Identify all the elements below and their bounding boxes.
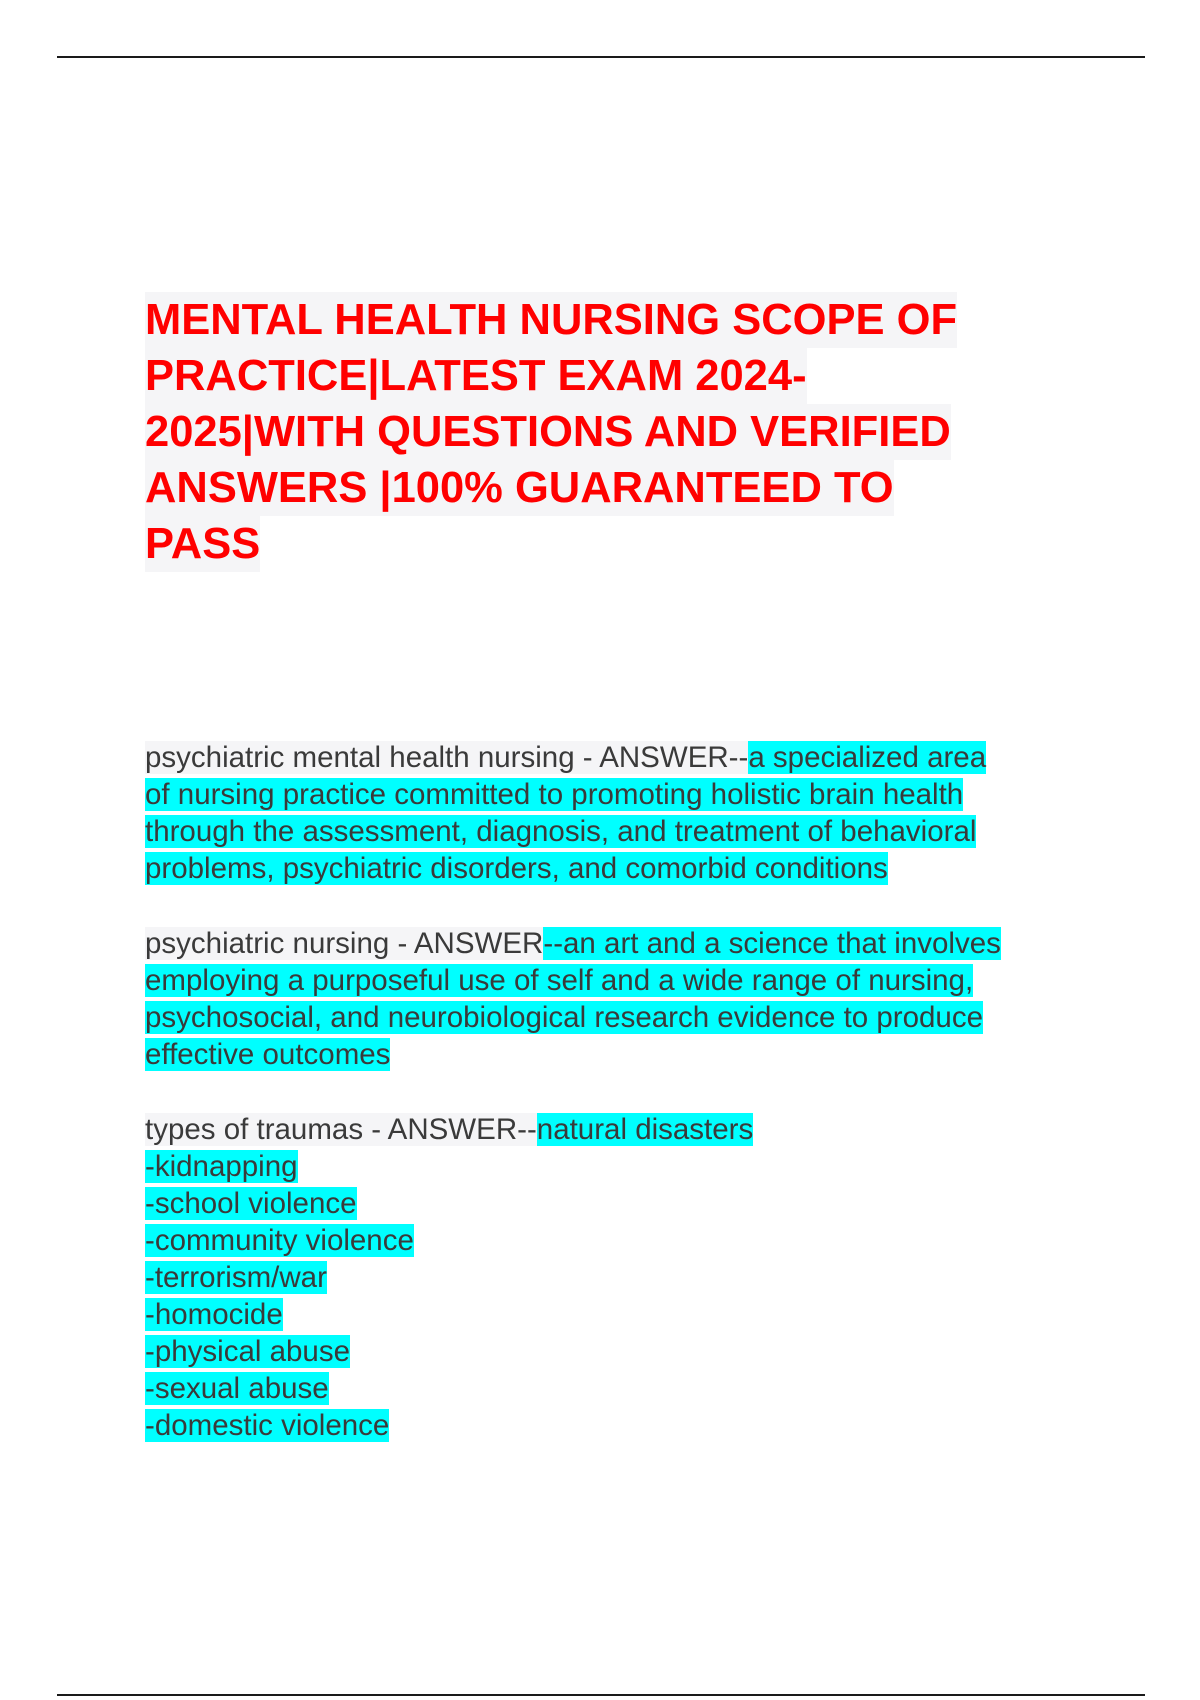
qa-line [145,999,983,1036]
qa-line [145,962,973,999]
trauma-list-item [145,1407,389,1444]
document-title [145,292,1085,572]
qa-line [145,813,976,850]
answer-text: -school violence [145,1187,357,1220]
answer-text: effective outcomes [145,1038,391,1071]
title-line: 2025|WITH QUESTIONS AND VERIFIED [145,404,951,460]
answer-text: a specialized area [748,741,987,774]
question-term: psychiatric mental health nursing - ANSWER-- [145,741,749,774]
top-rule [57,56,1145,58]
title-line: PASS [145,516,260,572]
answer-text: employing a purposeful use of self and a wide range of nursing, [145,964,974,997]
title-line: PRACTICE|LATEST EXAM 2024- [145,348,807,404]
answer-text: -physical abuse [145,1335,350,1368]
answer-text: problems, psychiatric disorders, and comorbid conditions [145,852,888,885]
qa-line [145,850,888,887]
trauma-list-item [145,1259,327,1296]
trauma-list-item [145,1222,414,1259]
answer-text: psychosocial, and neurobiological research evidence to produce [145,1001,983,1034]
qa-line [145,1111,753,1148]
bottom-rule [57,1694,1145,1696]
answer-text: -homocide [145,1298,283,1331]
qa-line [145,776,963,813]
answer-text: -community violence [145,1224,414,1257]
answer-text: -terrorism/war [145,1261,327,1294]
trauma-list-item [145,1370,329,1407]
qa-line [145,1036,390,1073]
title-line: MENTAL HEALTH NURSING SCOPE OF [145,292,957,348]
answer-text: of nursing practice committed to promoting holistic brain health [145,778,964,811]
answer-text: natural disasters [536,1113,754,1146]
answer-text: through the assessment, diagnosis, and treatment of behavioral [145,815,977,848]
qa-line [145,739,986,776]
title-line: ANSWERS |100% GUARANTEED TO [145,460,894,516]
trauma-list-item [145,1333,350,1370]
answer-text: -domestic violence [145,1409,390,1442]
qa-line [145,925,1001,962]
trauma-list-item [145,1148,298,1185]
trauma-list-item [145,1296,283,1333]
question-term: types of traumas - ANSWER-- [145,1113,537,1146]
answer-text: --an art and a science that involves [543,927,1001,960]
trauma-list-item [145,1185,357,1222]
answer-text: -sexual abuse [145,1372,329,1405]
answer-text: -kidnapping [145,1150,298,1183]
qa-entry-psychiatric-mental-health-nursing [145,739,1105,887]
qa-entry-psychiatric-nursing [145,925,1105,1073]
question-term: psychiatric nursing - ANSWER [145,927,544,960]
qa-entry-types-of-traumas [145,1111,1105,1444]
